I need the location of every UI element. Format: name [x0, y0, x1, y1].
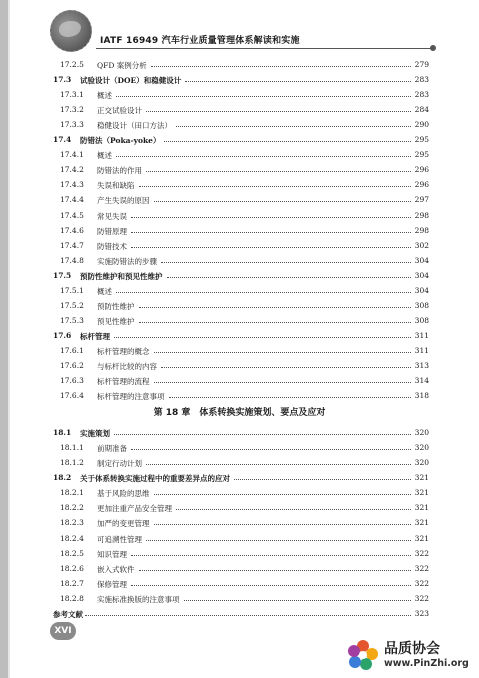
toc-section-number: 17.4.4 [60, 195, 84, 205]
toc-section-title: 概述 [97, 91, 112, 101]
toc-page-number: 314 [414, 376, 429, 386]
toc-page-number: 283 [414, 90, 429, 100]
toc-section-title: 常见失误 [97, 211, 127, 221]
watermark-url: www.PinZhi.org [384, 658, 469, 669]
toc-section-title: 概述 [97, 286, 112, 296]
toc-dot-leader [154, 352, 411, 353]
toc-page-number: 290 [414, 120, 429, 130]
toc-dot-leader [131, 232, 411, 233]
toc-section-number: 17.4.2 [60, 165, 84, 175]
toc-page-number: 322 [414, 593, 429, 603]
toc-section-number: 17.4.3 [60, 180, 84, 190]
toc-section-title: 更加注重产品安全管理 [97, 504, 172, 514]
toc-page-number: 321 [414, 488, 429, 498]
header-rule-end-dot [430, 45, 436, 51]
toc-section-number: 17.5.2 [60, 300, 84, 310]
toc-page-number: 295 [414, 135, 429, 145]
toc-row [0, 440, 479, 454]
toc-page-number: 322 [414, 578, 429, 588]
toc-section-title: 实施策划 [80, 429, 110, 439]
toc-page-number: 321 [414, 533, 429, 543]
toc-row [0, 102, 479, 116]
toc-row [0, 253, 479, 267]
toc-row [0, 425, 479, 439]
toc-dot-leader [184, 600, 411, 601]
toc-row [0, 192, 479, 206]
toc-page-number: 304 [414, 270, 429, 280]
toc-section-title: 基于风险的思维 [97, 489, 150, 499]
toc-dot-leader [139, 307, 411, 308]
toc-row [0, 343, 479, 357]
toc-page-number: 298 [414, 210, 429, 220]
toc-row [0, 177, 479, 191]
toc-section-number: 17.6.3 [60, 376, 84, 386]
toc-section-title: 实施标准换版的注意事项 [97, 594, 180, 604]
toc-row [0, 117, 479, 131]
toc-dot-leader [139, 186, 411, 187]
toc-row [0, 283, 479, 297]
toc-section-number: 18.2 [53, 473, 72, 483]
toc-page-number: 313 [414, 361, 429, 370]
toc-dot-leader [116, 292, 411, 293]
toc-section-number: 18.1 [53, 428, 72, 438]
toc-section-number: 17.5.1 [60, 285, 84, 295]
toc-page-number: 296 [414, 165, 429, 175]
toc-section-number: 17.4.5 [60, 210, 84, 220]
toc-page-number: 321 [414, 503, 429, 513]
toc-row [0, 606, 479, 620]
toc-section-title: 保修管理 [97, 579, 127, 589]
toc-section-number: 17.4.7 [60, 240, 84, 250]
toc-section-title: 防错技术 [97, 241, 127, 251]
toc-section-title: QFD 案例分析 [97, 61, 147, 70]
toc-row [0, 388, 479, 402]
toc-section-title: 标杆管理 [80, 331, 110, 341]
toc-section-number: 17.5 [53, 270, 72, 280]
toc-row [0, 298, 479, 312]
toc-row [0, 500, 479, 514]
toc-page-number: 308 [414, 315, 429, 325]
toc-section-number: 17.6 [53, 330, 72, 340]
toc-dot-leader [131, 555, 411, 556]
toc-page-number: 322 [414, 563, 429, 573]
toc-dot-leader [131, 217, 411, 218]
toc-page-number: 295 [414, 150, 429, 160]
toc-row [0, 223, 479, 237]
toc-section-title: 预防性维护和预见性维护 [80, 271, 163, 281]
toc-section-title: 概述 [97, 151, 112, 161]
toc-section-title: 正交试验设计 [97, 106, 142, 116]
toc-section-number: 17.4.6 [60, 225, 84, 235]
toc-section-number: 18.2.8 [60, 593, 84, 603]
toc-section-number: 17.6.4 [60, 391, 84, 401]
toc-row [0, 328, 479, 342]
toc-section-title: 实施防错法的步骤 [97, 256, 157, 266]
toc-section-number: 17.6.1 [60, 345, 84, 355]
toc-section-title: 知识管理 [97, 549, 127, 559]
toc-dot-leader [139, 322, 411, 323]
toc-page-number: 321 [414, 518, 429, 528]
toc-dot-leader [234, 479, 411, 480]
toc-dot-leader [167, 277, 411, 278]
toc-dot-leader [146, 111, 411, 112]
toc-row [0, 591, 479, 605]
toc-page-number: 320 [414, 443, 429, 453]
toc-section-title: 预防性维护 [97, 301, 135, 311]
toc-section-number: 18.2.6 [60, 563, 84, 573]
toc-row [0, 515, 479, 529]
toc-section-number: 18.2.4 [60, 533, 84, 543]
toc-row [0, 313, 479, 327]
toc-page-number: 304 [414, 255, 429, 265]
toc-section-title: 加严的变更管理 [97, 519, 150, 529]
page-number-badge: XVI [50, 622, 76, 640]
toc-row [0, 531, 479, 545]
toc-section-number: 18.1.2 [60, 458, 84, 468]
toc-section-title: 防错法（Poka-yoke） [80, 136, 161, 146]
toc-row [0, 238, 479, 252]
toc-dot-leader [154, 494, 411, 495]
toc-row [0, 132, 479, 146]
toc-section-title: 标杆管理的流程 [97, 377, 150, 387]
toc-section-title: 试验设计（DOE）和稳健设计 [80, 76, 182, 86]
watermark-name: 品质协会 [384, 641, 440, 657]
toc-page-number: 283 [414, 75, 429, 85]
toc-section-number: 17.4 [53, 135, 72, 145]
toc-section-number: 17.4.1 [60, 150, 84, 160]
toc-dot-leader [85, 615, 411, 616]
toc-section-title: 关于体系转换实施过程中的重要差异点的应对 [80, 474, 230, 484]
toc-page-number: 323 [414, 608, 429, 618]
toc-section-title: 失误和缺陷 [97, 181, 135, 191]
chapter-heading: 第 18 章 体系转换实施策划、要点及应对 [153, 408, 326, 419]
toc-dot-leader [131, 585, 411, 586]
toc-section-number: 18.2.5 [60, 548, 84, 558]
toc-dot-leader [154, 524, 411, 525]
header-rule [96, 48, 434, 49]
toc-section-number: 17.5.3 [60, 315, 84, 325]
toc-row [0, 87, 479, 101]
toc-section-number: 参考文献 [53, 609, 83, 619]
globe-icon [50, 10, 92, 52]
toc-section-number: 17.3.3 [60, 120, 84, 130]
toc-section-number: 17.6.2 [60, 361, 84, 370]
toc-page-number: 320 [414, 458, 429, 468]
toc-section-number: 18.2.3 [60, 518, 84, 528]
toc-row [0, 455, 479, 469]
toc-row [0, 576, 479, 590]
toc-page-number: 304 [414, 285, 429, 295]
flower-logo-icon [346, 638, 380, 672]
toc-row [0, 268, 479, 282]
toc-section-number: 17.3.2 [60, 105, 84, 115]
toc-section-title: 防错法的作用 [97, 166, 142, 176]
toc-page-number: 279 [414, 60, 429, 69]
toc-dot-leader [185, 81, 411, 82]
toc-page-number: 296 [414, 180, 429, 190]
toc-row [0, 561, 479, 575]
toc-section-number: 17.3 [53, 75, 72, 85]
toc-page-number: 298 [414, 225, 429, 235]
toc-page-number: 302 [414, 240, 429, 250]
toc-dot-leader [139, 570, 411, 571]
toc-page-number: 318 [414, 391, 429, 401]
toc-dot-leader [116, 156, 411, 157]
toc-dot-leader [146, 540, 411, 541]
toc-page-number: 284 [414, 105, 429, 115]
toc-row [0, 485, 479, 499]
toc-section-title: 可追溯性管理 [97, 534, 142, 544]
toc-section-number: 17.3.1 [60, 90, 84, 100]
toc-section-title: 预见性维护 [97, 316, 135, 326]
toc-dot-leader [114, 434, 411, 435]
toc-row [0, 546, 479, 560]
toc-dot-leader [116, 96, 411, 97]
toc-dot-leader [169, 397, 411, 398]
toc-section-title: 防错原理 [97, 226, 127, 236]
toc-dot-leader [164, 141, 411, 142]
toc-dot-leader [161, 262, 411, 263]
toc-section-number: 18.2.1 [60, 488, 84, 498]
toc-page-number: 322 [414, 548, 429, 558]
toc-dot-leader [114, 337, 411, 338]
toc-page-number: 320 [414, 428, 429, 438]
toc-section-title: 前期准备 [97, 444, 127, 454]
toc-dot-leader [176, 509, 411, 510]
toc-dot-leader [151, 66, 411, 67]
toc-row [0, 72, 479, 86]
toc-dot-leader [154, 382, 411, 383]
toc-page-number: 321 [414, 473, 429, 483]
toc-dot-leader [146, 171, 411, 172]
toc-page-number: 308 [414, 300, 429, 310]
toc-section-number: 18.2.2 [60, 503, 84, 513]
toc-section-title: 制定行动计划 [97, 459, 142, 469]
toc-row [0, 470, 479, 484]
toc-page-number: 311 [414, 330, 429, 340]
toc-section-number: 17.2.5 [60, 60, 84, 69]
toc-dot-leader [154, 201, 411, 202]
toc-section-number: 17.4.8 [60, 255, 84, 265]
toc-section-title: 标杆管理的注意事项 [97, 392, 165, 402]
toc-row [0, 373, 479, 387]
toc-dot-leader [161, 367, 411, 368]
toc-dot-leader [146, 464, 411, 465]
toc-dot-leader [176, 126, 411, 127]
toc-section-number: 18.1.1 [60, 443, 84, 453]
header-title: IATF 16949 汽车行业质量管理体系解读和实施 [100, 36, 300, 46]
toc-dot-leader [131, 449, 411, 450]
toc-dot-leader [131, 247, 411, 248]
watermark-logo [346, 638, 474, 674]
toc-row [0, 162, 479, 176]
toc-row [0, 57, 479, 71]
toc-section-number: 18.2.7 [60, 578, 84, 588]
toc-page-number: 311 [414, 345, 429, 355]
toc-page-number: 297 [414, 195, 429, 205]
toc-section-title: 产生失误的原因 [97, 196, 150, 206]
toc-section-title: 与标杆比较的内容 [97, 362, 157, 371]
toc-section-title: 标杆管理的概念 [97, 346, 150, 356]
toc-row [0, 147, 479, 161]
toc-row [0, 358, 479, 372]
toc-row [0, 208, 479, 222]
toc-section-title: 嵌入式软件 [97, 564, 135, 574]
toc-section-title: 稳健设计（田口方法） [97, 121, 172, 131]
